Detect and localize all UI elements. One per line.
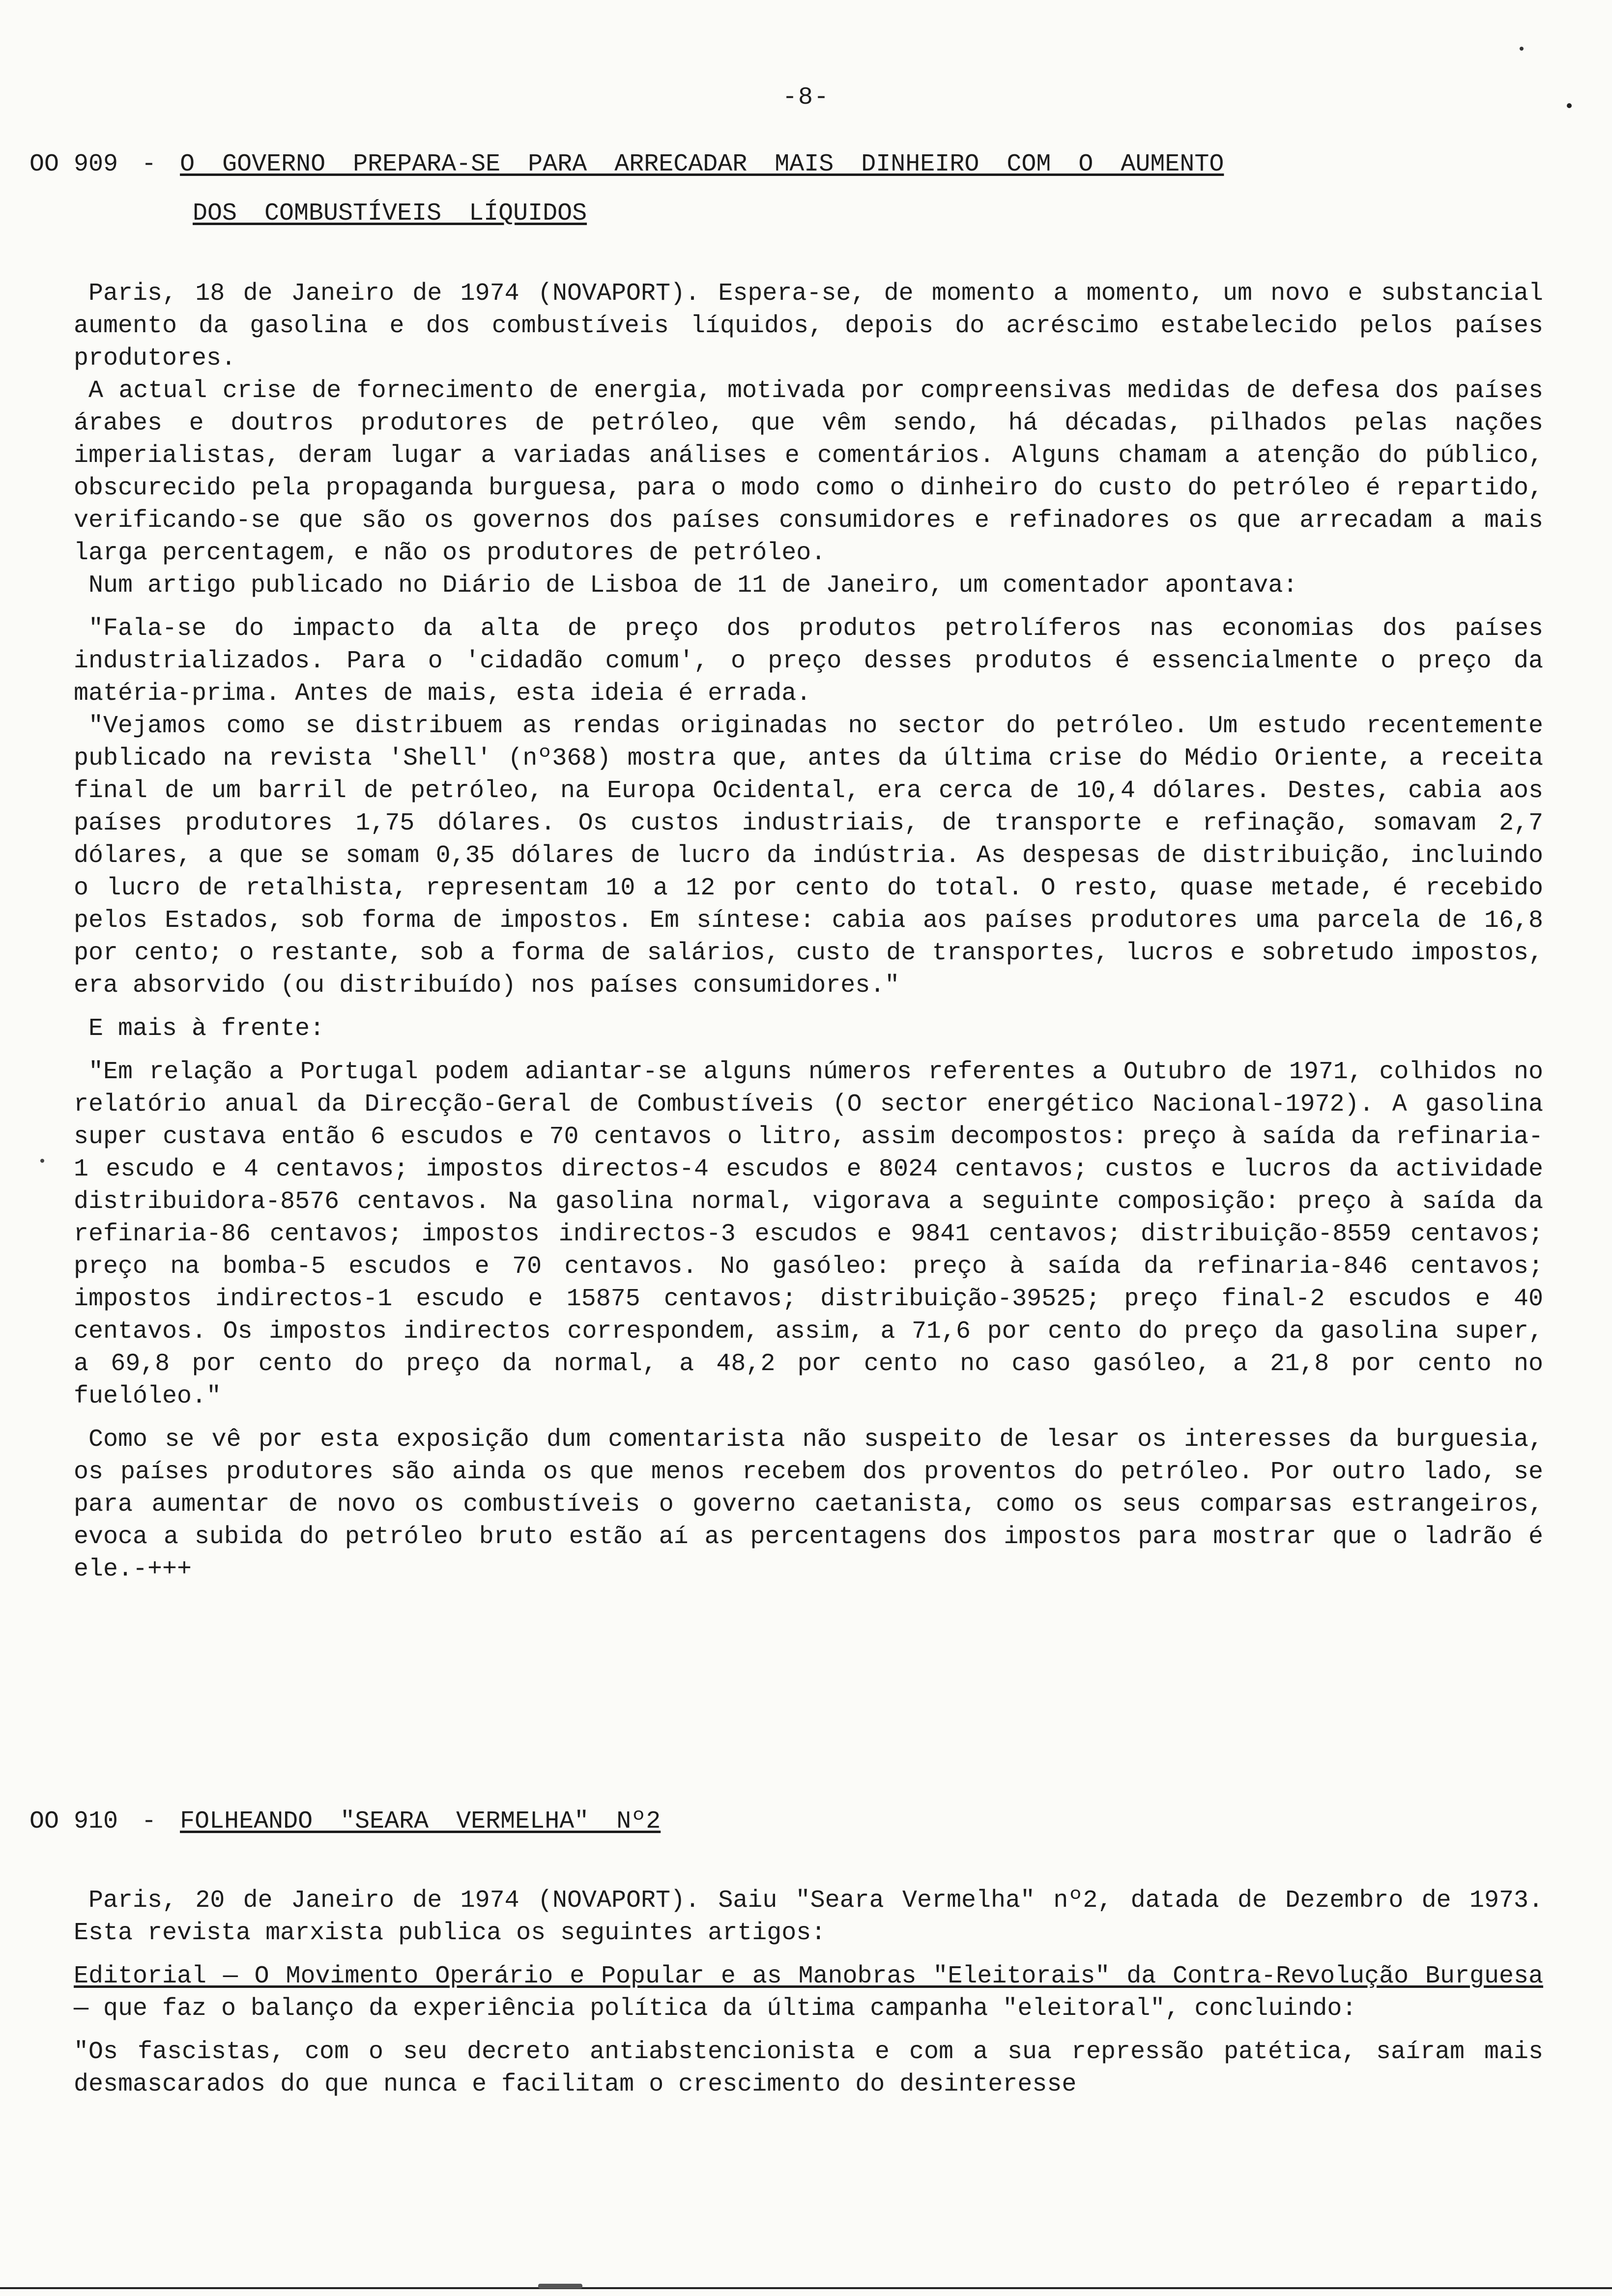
article-title-line1: O GOVERNO PREPARA-SE PARA ARRECADAR MAIS DINHEIRO COM O AUMENTO <box>180 150 1224 178</box>
paragraph: Paris, 20 de Janeiro de 1974 (NOVAPORT). Saiu "Seara Vermelha" nº2, datada de Dezembro de 1973. Esta revista marxista publica os seguintes artigos: <box>74 1887 1543 1947</box>
article-body-909 <box>74 278 1543 1586</box>
quote-paragraph: "Vejamos como se distribuem as rendas originadas no sector do petróleo. Um estudo recentemente publicado na revista 'Shell' (nº368) mostra que, antes da última crise do Médio Oriente, a receita final de um barril de petróleo, na Europa Ocidental, era cerca de 10,4 dólares. Destes, cabia aos países produtores 1,75 dólares. Os custos industriais, de transporte e refinação, somavam 2,7 dólares, a que se somam 0,35 dólares de lucro da indústria. As despesas de distribuição, incluindo o lucro de retalhista, representam 10 a 12 por cento do total. O resto, quase metade, é recebido pelos Estados, sob forma de impostos. Em síntese: cabia aos países produtores uma parcela de 16,8 por cento; o restante, sob a forma de salários, custo de transportes, lucros e sobretudo impostos, era absorvido (ou distribuído) nos países consumidores." <box>74 712 1543 1000</box>
article-code: OO 909 <box>29 150 118 178</box>
article-code: OO 910 <box>29 1808 118 1836</box>
quote-paragraph: "Os fascistas, com o seu decreto antiabstencionista e com a sua repressão patética, saíram mais desmascarados do que nunca e facilitam o crescimento do desinteresse <box>74 2038 1543 2098</box>
article-dash: - <box>142 150 157 178</box>
article-dash: - <box>142 1808 157 1836</box>
quote-paragraph: "Fala-se do impacto da alta de preço dos produtos petrolíferos nas economias dos países industrializados. Para o 'cidadão comum', o preço desses produtos é essencialmente o preço da matéria-prima. Antes de mais, esta ideia é errada. <box>74 615 1543 708</box>
article-title: FOLHEANDO "SEARA VERMELHA" Nº2 <box>180 1808 661 1836</box>
article-body-910 <box>74 1885 1543 2101</box>
page-bottom-rule <box>0 2287 1612 2289</box>
ink-speck <box>1520 47 1524 51</box>
editorial-paragraph <box>74 1960 1543 2025</box>
paragraph: Como se vê por esta exposição dum comentarista não suspeito de lesar os interesses da burguesia, os países produtores são ainda os que menos recebem dos proventos do petróleo. Por outro lado, se para aumentar de novo os combustíveis o governo caetanista, como os seus comparsas estrangeiros, evoca a subida do petróleo bruto estão aí as percentagens dos impostos para mostrar que o ladrão é ele.-+++ <box>74 1426 1543 1583</box>
article-heading-909 <box>29 147 1224 182</box>
editorial-title: Editorial — O Movimento Operário e Popular e as Manobras "Eleitorais" da Contra-Revolução Burguesa <box>74 1962 1543 1990</box>
page-number: -8- <box>782 84 830 112</box>
editorial-description: — que faz o balanço da experiência política da última campanha "eleitoral", concluindo: <box>74 1995 1357 2023</box>
paragraph: Num artigo publicado no Diário de Lisboa de 11 de Janeiro, um comentador apontava: <box>88 572 1298 600</box>
paragraph: A actual crise de fornecimento de energia, motivada por compreensivas medidas de defesa dos países árabes e doutros produtores de petróleo, que vêm sendo, há décadas, pilhados pelas nações imperialistas, deram lugar a variadas análises e comentários. Alguns chamam a atenção do público, obscurecido pela propaganda burguesa, para o modo como o dinheiro do custo do petróleo é repartido, verificando-se que são os governos dos países consumidores e refinadores os que arrecadam a mais larga percentagem, e não os produtores de petróleo. <box>74 377 1543 567</box>
ink-speck <box>40 1159 44 1163</box>
ink-smudge <box>538 2284 582 2289</box>
quote-paragraph: "Em relação a Portugal podem adiantar-se alguns números referentes a Outubro de 1971, colhidos no relatório anual da Direcção-Geral de Combustíveis (O sector energético Nacional-1972). A gasolina super custava então 6 escudos e 70 centavos o litro, assim decompostos: preço à saída da refinaria-1 escudo e 4 centavos; impostos directos-4 escudos e 8024 centavos; custos e lucros da actividade distribuidora-8576 centavos. Na gasolina normal, vigorava a seguinte composição: preço à saída da refinaria-86 centavos; impostos indirectos-3 escudos e 9841 centavos; distribuição-8559 centavos; preço na bomba-5 escudos e 70 centavos. No gasóleo: preço à saída da refinaria-846 centavos; impostos indirectos-1 escudo e 15875 centavos; distribuição-39525; preço final-2 escudos e 40 centavos. Os impostos indirectos correspondem, assim, a 71,6 por cento do preço da gasolina super, a 69,8 por cento do preço da normal, a 48,2 por cento no caso gasóleo, a 21,8 por cento no fuelóleo." <box>74 1058 1543 1410</box>
article-title-line2: DOS COMBUSTÍVEIS LÍQUIDOS <box>193 200 587 228</box>
paragraph: Paris, 18 de Janeiro de 1974 (NOVAPORT). Espera-se, de momento a momento, um novo e substancial aumento da gasolina e dos combustíveis líquidos, depois do acréscimo estabelecido pelos países produtores. <box>74 280 1543 373</box>
article-heading-910 <box>29 1805 661 1839</box>
paragraph: E mais à frente: <box>88 1015 325 1043</box>
